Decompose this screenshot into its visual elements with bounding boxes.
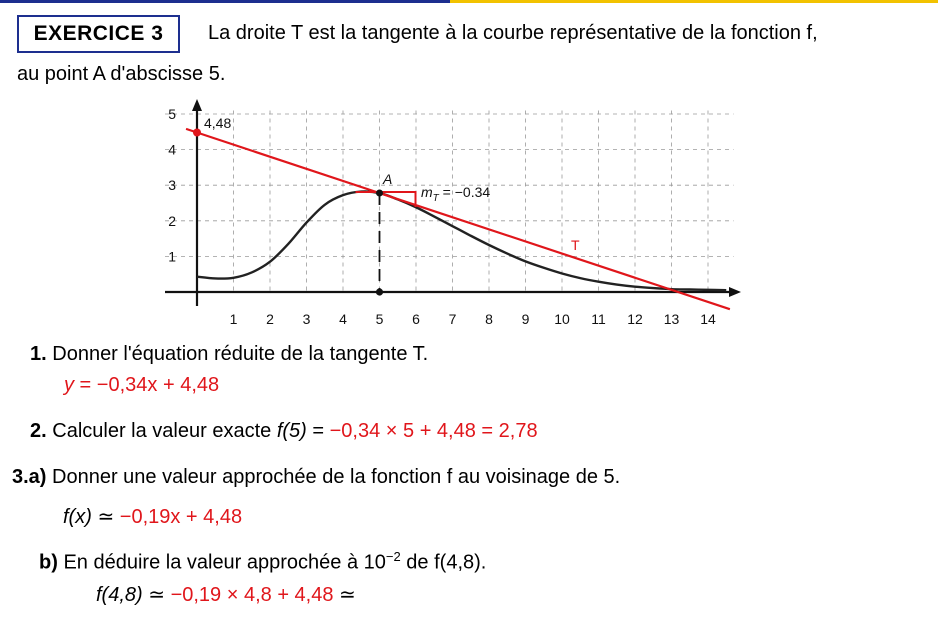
curves [186,129,730,310]
x-tick-label: 7 [448,311,457,327]
answer-2: −0,34 × 5 + 4,48 = 2,78 [329,420,538,442]
answer-3a-lhs: f(x) [63,506,92,528]
answer-3a-approx: ≃ [91,506,120,528]
point-A-label: A [383,171,393,187]
question-2-fx: f(5) [276,420,307,442]
y-tick-label: 2 [168,212,176,229]
question-3b-text-after: de f(4,8). [400,551,487,574]
x-tick-label: 6 [412,311,420,327]
question-3a [12,466,620,489]
question-2 [30,420,538,443]
x-tick-label: 13 [663,311,680,327]
answer-3a-rhs: −0,19x + 4,48 [119,506,243,528]
intercept-point [193,129,201,137]
question-3a-number: 3.a) [12,466,47,488]
answer-3b-tail: ≃ [333,584,356,606]
y-tick-label: 5 [168,106,176,122]
tangent-label: T [571,237,580,253]
x-tick-label: 8 [485,311,493,327]
exercise-label: EXERCICE 3 [17,15,180,53]
question-3b-number: b) [39,551,58,574]
answer-3b-approx: ≃ [142,584,171,606]
intro-line-1: La droite T est la tangente à la courbe représentative de la fonction f, [208,22,818,44]
point-A [376,190,383,197]
intercept-label: 4,48 [204,115,232,131]
x-tick-label: 11 [591,311,606,327]
question-2-text: Calculer la valeur exacte [52,420,277,442]
y-tick-label: 4 [168,141,176,158]
tangent-line-T [186,129,730,309]
answer-3a [63,504,242,529]
intro-line-2: au point A d'abscisse 5. [17,63,226,85]
question-3b-ten: 10 [363,551,386,574]
y-tick-label: 3 [168,177,176,194]
axes [165,99,741,306]
x-tick-label: 3 [302,311,311,327]
answer-3b-rhs: −0,19 × 4,8 + 4,48 [170,584,334,606]
grid-lines [165,110,734,292]
x-tick-label: 14 [700,311,716,327]
curve-f [197,191,726,290]
x-tick-label: 2 [266,311,274,327]
answer-3b [96,582,356,607]
y-axis-arrow [192,99,202,111]
x-axis-arrow [729,287,741,297]
x-tick-label: 12 [627,311,643,327]
question-3b-exp: −2 [385,549,401,564]
question-3b-text-before: En déduire la valeur approchée à [63,551,364,574]
question-2-eq: = [306,420,330,442]
x-tick-label: 10 [554,311,570,327]
x-tick-label: 9 [521,311,530,327]
question-1-number: 1. [30,343,47,365]
chart-labels [168,106,716,327]
axis-point-5 [376,288,383,295]
y-tick-label: 1 [168,248,176,265]
answer-3b-lhs: f(4,8) [96,584,143,606]
answer-1-rhs: = −0,34x + 4,48 [74,374,220,396]
answer-1-lhs: y [64,374,74,396]
question-1 [30,343,428,366]
question-3a-text: Donner une valeur approchée de la fonction f au voisinage de 5. [52,466,621,488]
question-3b [39,549,486,575]
question-2-number: 2. [30,420,47,442]
answer-1 [64,374,219,397]
question-1-text: Donner l'équation réduite de la tangente T. [52,343,429,365]
x-tick-label: 1 [229,311,238,327]
x-tick-label: 5 [375,311,384,327]
x-tick-label: 4 [339,311,347,327]
slope-label: $m_T = -0.34$ [421,184,491,204]
